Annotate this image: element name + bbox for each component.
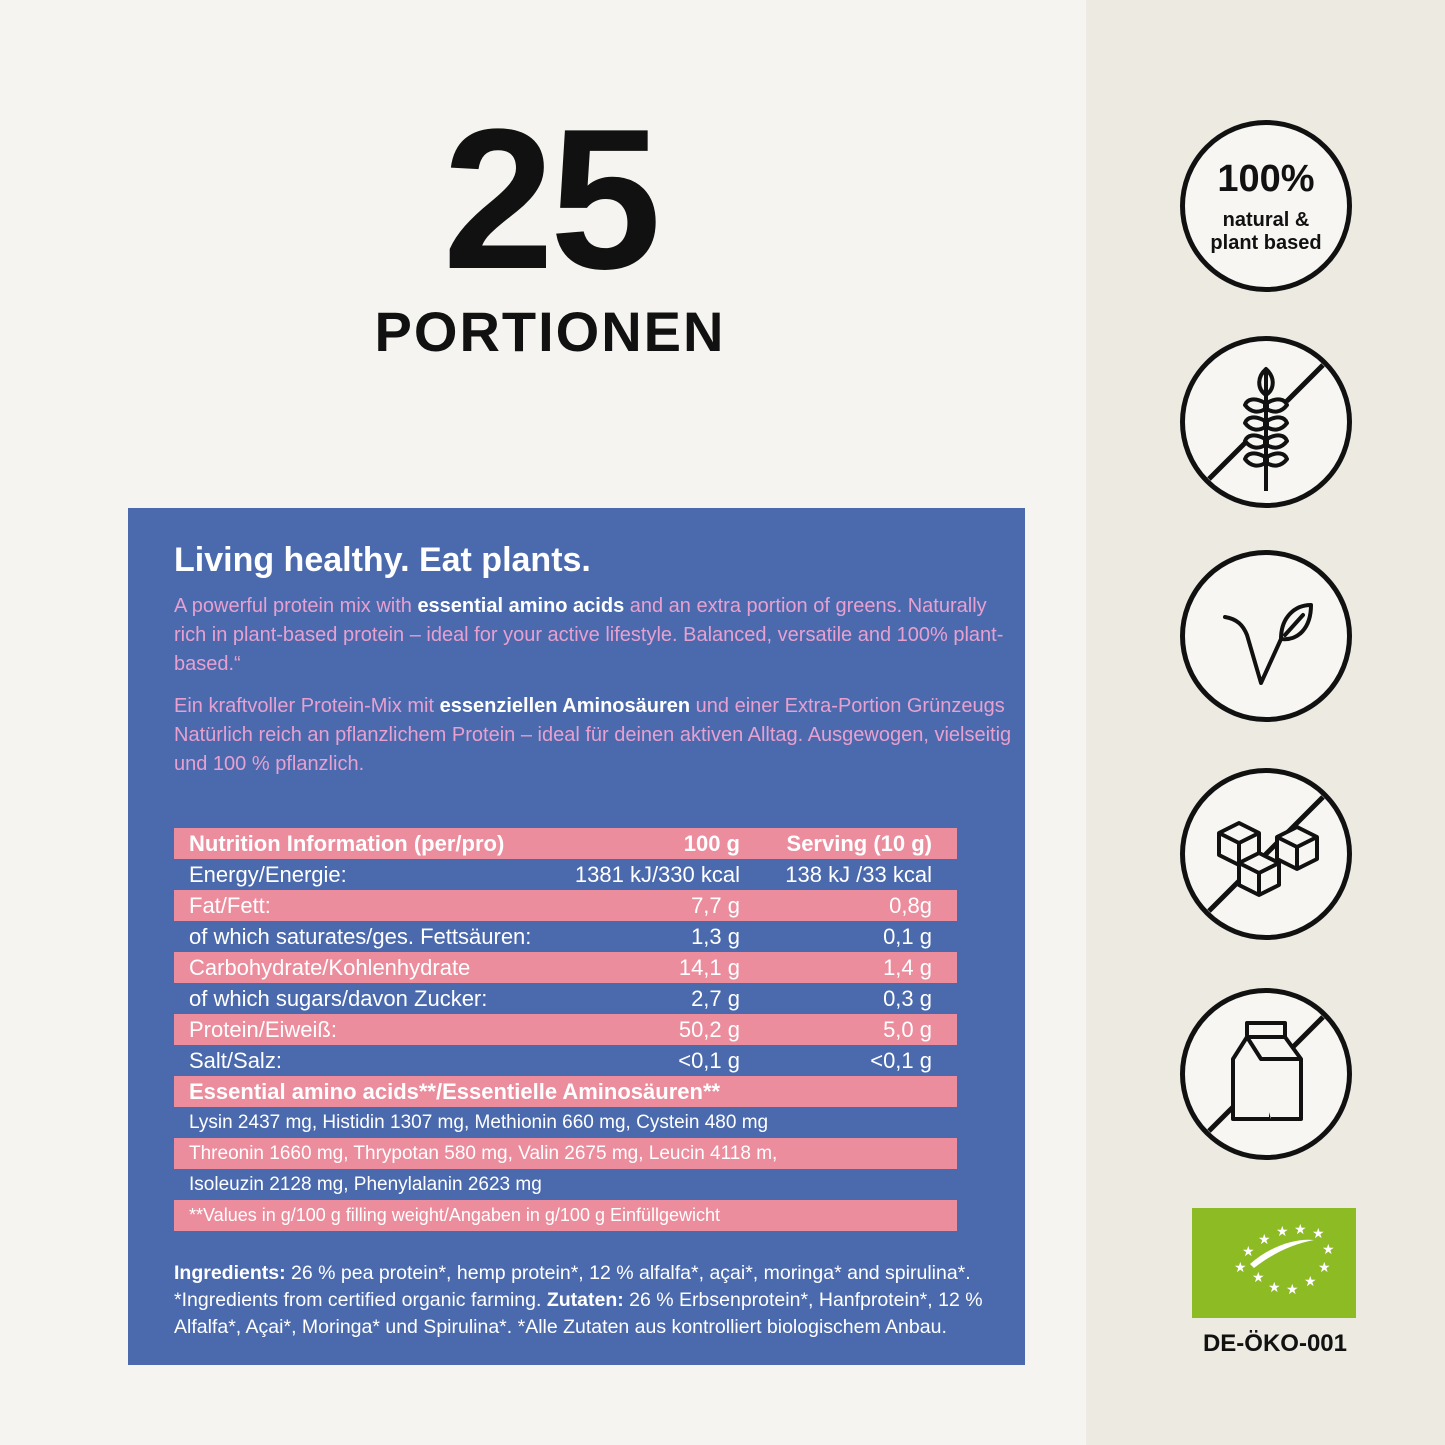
nutrient-name: Fat/Fett:	[189, 892, 271, 918]
value-serving: 1,4 g	[883, 954, 932, 980]
svg-text:★: ★	[1286, 1282, 1299, 1298]
portion-count: 25	[442, 88, 658, 311]
amino-header-row	[174, 1076, 957, 1107]
nutrient-name: of which saturates/ges. Fettsäuren:	[189, 923, 532, 949]
nutrient-name: Energy/Energie:	[189, 861, 347, 887]
english-desc-bold: essential amino acids	[417, 595, 625, 617]
amino-text: Lysin 2437 mg, Histidin 1307 mg, Methionin 660 mg, Cystein 480 mg	[189, 1111, 769, 1133]
natural-badge	[1180, 120, 1352, 292]
panel-headline: Living healthy. Eat plants.	[174, 541, 591, 579]
table-row	[174, 983, 957, 1014]
gluten-free-icon	[1180, 336, 1352, 508]
svg-text:★: ★	[1242, 1244, 1255, 1260]
english-desc-part: A powerful protein mix with	[174, 595, 418, 617]
vegan-icon	[1180, 550, 1352, 722]
nutrition-table	[174, 828, 957, 1231]
svg-text:★: ★	[1318, 1260, 1331, 1276]
value-serving: 0,3 g	[883, 985, 932, 1011]
english-desc-part: and an extra portion of greens. Naturally rich in plant-based protein – ideal for your active lifestyle. Balanced, versatile and 100% plant-based.“	[174, 595, 1004, 675]
header-serving: Serving (10 g)	[786, 830, 932, 856]
organic-code: DE-ÖKO-001	[1202, 1330, 1348, 1357]
zutaten-label: Zutaten:	[546, 1289, 624, 1311]
amino-text: Isoleuzin 2128 mg, Phenylalanin 2623 mg	[189, 1173, 542, 1195]
ingredients-text	[174, 1260, 984, 1341]
nutrition-header-row	[174, 828, 957, 859]
nutrient-name: Carbohydrate/Kohlenhydrate	[189, 954, 471, 980]
ingredients-en: 26 % pea protein*, hemp protein*, 12 % alfalfa*, açai*, moringa* and spirulina*. *Ingredients from certified organic farming.	[174, 1262, 971, 1311]
footnote-row	[174, 1200, 957, 1231]
header-label: Nutrition Information (per/pro)	[189, 830, 505, 856]
value-per100: 50,2 g	[678, 1016, 740, 1042]
value-serving: 0,8g	[889, 892, 932, 918]
svg-text:★: ★	[1312, 1226, 1325, 1242]
footnote: **Values in g/100 g filling weight/Angaben in g/100 g Einfüllgewicht	[189, 1205, 721, 1225]
badge-line-1: natural &	[1222, 209, 1310, 231]
svg-text:★: ★	[1252, 1270, 1265, 1286]
value-per100: 2,7 g	[691, 985, 740, 1011]
amino-line	[174, 1169, 957, 1200]
amino-text: Threonin 1660 mg, Thrypotan 580 mg, Valin 2675 mg, Leucin 4118 m,	[189, 1142, 778, 1164]
table-row	[174, 952, 957, 983]
header-per100: 100 g	[683, 830, 740, 856]
nutrient-name: Salt/Salz:	[189, 1047, 282, 1073]
amino-header: Essential amino acids**/Essentielle Aminosäuren**	[189, 1078, 721, 1104]
info-panel	[128, 508, 1025, 1365]
value-per100: 14,1 g	[678, 954, 740, 980]
svg-text:★: ★	[1258, 1232, 1271, 1248]
svg-text:★: ★	[1276, 1224, 1289, 1240]
amino-line	[174, 1138, 957, 1169]
german-description	[174, 692, 1014, 779]
amino-line	[174, 1107, 957, 1138]
badge-line-2: plant based	[1210, 232, 1322, 254]
table-row	[174, 1045, 957, 1076]
value-serving: 0,1 g	[883, 923, 932, 949]
lactose-free-icon	[1180, 988, 1352, 1160]
svg-text:★: ★	[1294, 1222, 1307, 1238]
german-desc-part: Ein kraftvoller Protein-Mix mit	[174, 695, 440, 717]
german-desc-bold: essenziellen Aminosäuren	[439, 695, 691, 717]
nutrient-name: Protein/Eiweiß:	[189, 1016, 337, 1042]
value-per100: <0,1 g	[678, 1047, 740, 1073]
svg-text:★: ★	[1268, 1280, 1281, 1296]
english-description	[174, 592, 1014, 679]
german-desc-part: und einer Extra-Portion Grünzeugs Natürlich reich an pflanzlichem Protein – ideal für deinen aktiven Alltag. Ausgewogen, vielseitig und 100 % pflanzlich.	[174, 695, 1012, 775]
nutrient-name: of which sugars/davon Zucker:	[189, 985, 488, 1011]
badge-subtitle	[1185, 209, 1347, 255]
value-serving: 138 kJ /33 kcal	[785, 861, 932, 887]
svg-text:★: ★	[1304, 1274, 1317, 1290]
table-row	[174, 859, 957, 890]
table-row	[174, 890, 957, 921]
portions-label: PORTIONEN	[374, 300, 726, 363]
value-per100: 7,7 g	[691, 892, 740, 918]
value-per100: 1,3 g	[691, 923, 740, 949]
value-per100: 1381 kJ/330 kcal	[574, 861, 740, 887]
table-row	[174, 1014, 957, 1045]
sugar-free-icon	[1180, 768, 1352, 940]
badge-percent: 100%	[1217, 158, 1315, 200]
svg-text:★: ★	[1322, 1242, 1335, 1258]
ingredients-de: 26 % Erbsenprotein*, Hanfprotein*, 12 % Alfalfa*, Açai*, Moringa* und Spirulina*. *Alle Zutaten aus kontrolliert biologischem Anbau.	[174, 1289, 983, 1338]
value-serving: 5,0 g	[883, 1016, 932, 1042]
value-serving: <0,1 g	[870, 1047, 932, 1073]
svg-text:★: ★	[1234, 1260, 1247, 1276]
eu-organic-logo	[1192, 1208, 1356, 1318]
table-row	[174, 921, 957, 952]
ingredients-label: Ingredients:	[174, 1262, 286, 1284]
